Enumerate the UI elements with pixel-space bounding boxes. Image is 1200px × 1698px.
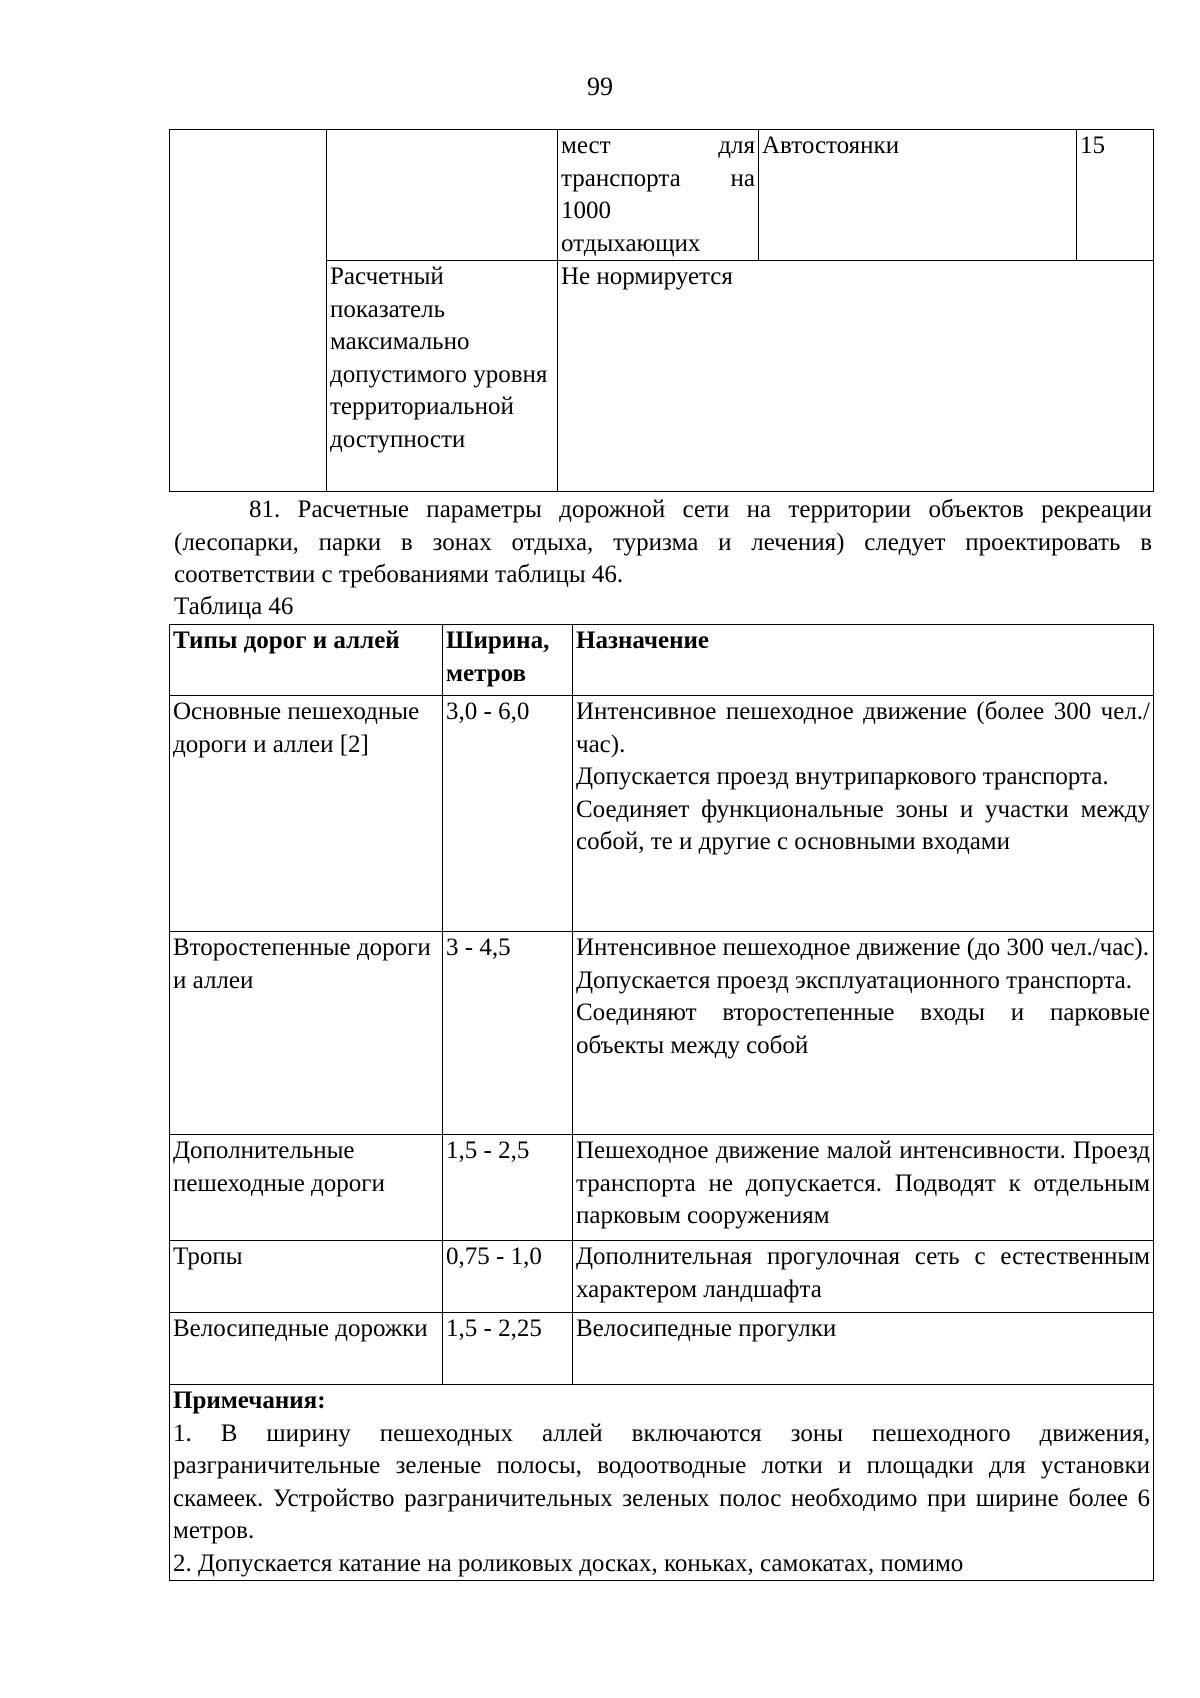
purpose-cell bbox=[573, 932, 1154, 1135]
width-cell: 3,0 - 6,0 bbox=[443, 696, 573, 932]
note-item: 2. Допускается катание на роликовых досках, коньках, самокатах, помимо bbox=[173, 1549, 964, 1577]
table-cell-empty bbox=[170, 130, 327, 492]
notes-title: Примечания: bbox=[173, 1387, 326, 1414]
page-number: 99 bbox=[587, 72, 613, 101]
width-cell: 1,5 - 2,25 bbox=[443, 1313, 573, 1385]
road-type-cell: Тропы bbox=[170, 1241, 443, 1313]
road-type-cell: Второстепенные дороги и аллеи bbox=[170, 932, 443, 1135]
purpose-line: Допускается проезд эксплуатационного транспорта. bbox=[576, 966, 1133, 994]
purpose-cell bbox=[573, 1313, 1154, 1385]
table-header-row bbox=[170, 625, 1154, 696]
table-row bbox=[170, 932, 1154, 1135]
table-row bbox=[170, 130, 1154, 261]
table-cell: Не нормируется bbox=[558, 261, 1154, 492]
purpose-cell bbox=[573, 1135, 1154, 1241]
table-row bbox=[170, 1241, 1154, 1313]
table-cell: 15 bbox=[1077, 130, 1154, 261]
table-row bbox=[170, 1313, 1154, 1385]
table-row bbox=[170, 1135, 1154, 1241]
purpose-line: Соединяет функциональные зоны и участки между собой, те и другие с основными входами bbox=[576, 795, 1150, 855]
table-cell: Расчетный показатель максимально допустимого уровня территориальной доступности bbox=[327, 261, 558, 492]
column-header-type: Типы дорог и аллей bbox=[170, 625, 443, 696]
purpose-line: Интенсивное пешеходное движение (более 300 чел./час). bbox=[576, 698, 1150, 758]
road-type-cell: Основные пешеходные дороги и аллеи [2] bbox=[170, 696, 443, 932]
table-cell: Автостоянки bbox=[759, 130, 1077, 261]
column-header-width: Ширина, метров bbox=[443, 625, 573, 696]
width-cell: 0,75 - 1,0 bbox=[443, 1241, 573, 1313]
paragraph-81: 81. Расчетные параметры дорожной сети на территории объектов рекреации (лесопарки, парки в зонах отдыха, туризма и лечения) следует проектировать в соответствии с требованиями таблицы 46. bbox=[174, 496, 1152, 588]
table-caption: Таблица 46 bbox=[174, 593, 294, 620]
notes-cell bbox=[170, 1385, 1154, 1581]
purpose-line: Велосипедные прогулки bbox=[576, 1315, 837, 1342]
column-header-purpose: Назначение bbox=[573, 625, 1154, 696]
purpose-line: Соединяют второстепенные входы и парковые объекты между собой bbox=[576, 999, 1150, 1059]
table-row bbox=[170, 696, 1154, 932]
width-cell: 1,5 - 2,5 bbox=[443, 1135, 573, 1241]
purpose-line: Допускается проезд внутрипаркового транспорта. bbox=[576, 763, 1109, 790]
road-type-cell: Велосипедные дорожки bbox=[170, 1313, 443, 1385]
purpose-line: Дополнительная прогулочная сеть с естественным характером ландшафта bbox=[576, 1243, 1150, 1303]
previous-table-continuation bbox=[169, 129, 1154, 492]
table-cell: мест для транспорта на 1000 отдыхающих bbox=[558, 130, 759, 261]
width-cell: 3 - 4,5 bbox=[443, 932, 573, 1135]
purpose-cell bbox=[573, 1241, 1154, 1313]
road-type-cell: Дополнительные пешеходные дороги bbox=[170, 1135, 443, 1241]
table-46 bbox=[169, 624, 1154, 1581]
notes-row bbox=[170, 1385, 1154, 1581]
note-item: 1. В ширину пешеходных аллей включаются зоны пешеходного движения, разграничительные зеленые полосы, водоотводные лотки и площадки для установки скамеек. Устройство разграничительных зеленых полос необходимо при ширине более 6 метров. bbox=[173, 1419, 1150, 1544]
table-cell-empty bbox=[327, 130, 558, 261]
purpose-cell bbox=[573, 696, 1154, 932]
purpose-line: Пешеходное движение малой интенсивности. Проезд транспорта не допускается. Подводят к отдельным парковым сооружениям bbox=[576, 1137, 1150, 1229]
purpose-line: Интенсивное пешеходное движение (до 300 чел./час). bbox=[576, 934, 1149, 961]
